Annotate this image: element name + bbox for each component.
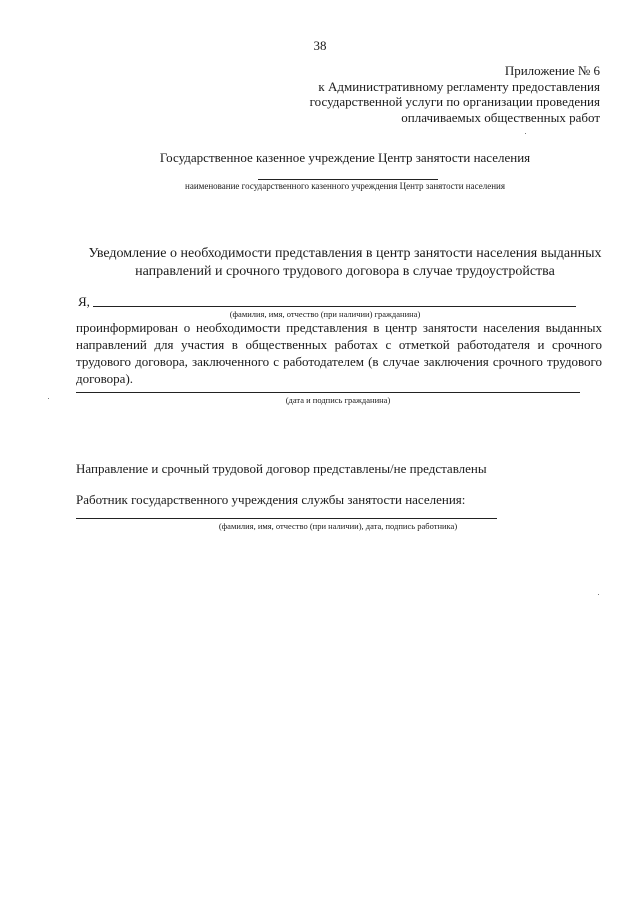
appendix-header [270, 63, 600, 125]
date-signature-field[interactable] [76, 392, 580, 393]
date-signature-caption: (дата и подпись гражданина) [285, 395, 391, 405]
page-number: 38 [313, 38, 327, 53]
presented-statement: Направление и срочный трудовой договор представлены/не представлены [76, 461, 487, 476]
title-line-2: направлений и срочного трудового договора в случае трудоустройства [135, 264, 555, 279]
scan-speck [48, 398, 49, 399]
appendix-line-4: оплачиваемых общественных работ [401, 109, 600, 125]
citizen-name-field[interactable] [93, 306, 576, 307]
citizen-label: Я, [78, 294, 90, 309]
worker-signature-field[interactable] [76, 518, 497, 519]
institution-caption: наименование государственного казенного учреждения Центр занятости населения [185, 181, 505, 191]
appendix-line-3: государственной услуги по организации проведения [309, 94, 600, 109]
body-paragraph: проинформирован о необходимости представления в центр занятости населения выданных направлений для участия в общественных работах с отметкой работодателя и срочного трудового договора, заключенного с работодателем (в случае заключения срочного трудового договора). [76, 320, 602, 386]
worker-caption: (фамилия, имя, отчество (при наличии), дата, подпись работника) [218, 521, 458, 531]
scan-speck [525, 133, 526, 134]
institution-name: Государственное казенное учреждение Центр занятости населения [159, 150, 531, 165]
title-line-1: Уведомление о необходимости представления в центр занятости населения выданных [88, 246, 602, 261]
document-title [80, 245, 610, 281]
appendix-line-1: Приложение № 6 [504, 63, 600, 78]
institution-underline [258, 179, 438, 180]
worker-label: Работник государственного учреждения службы занятости населения: [76, 492, 466, 507]
citizen-caption: (фамилия, имя, отчество (при наличии) гражданина) [229, 309, 421, 319]
appendix-line-2: к Административному регламенту предоставления [318, 78, 600, 94]
scan-speck [598, 594, 599, 595]
